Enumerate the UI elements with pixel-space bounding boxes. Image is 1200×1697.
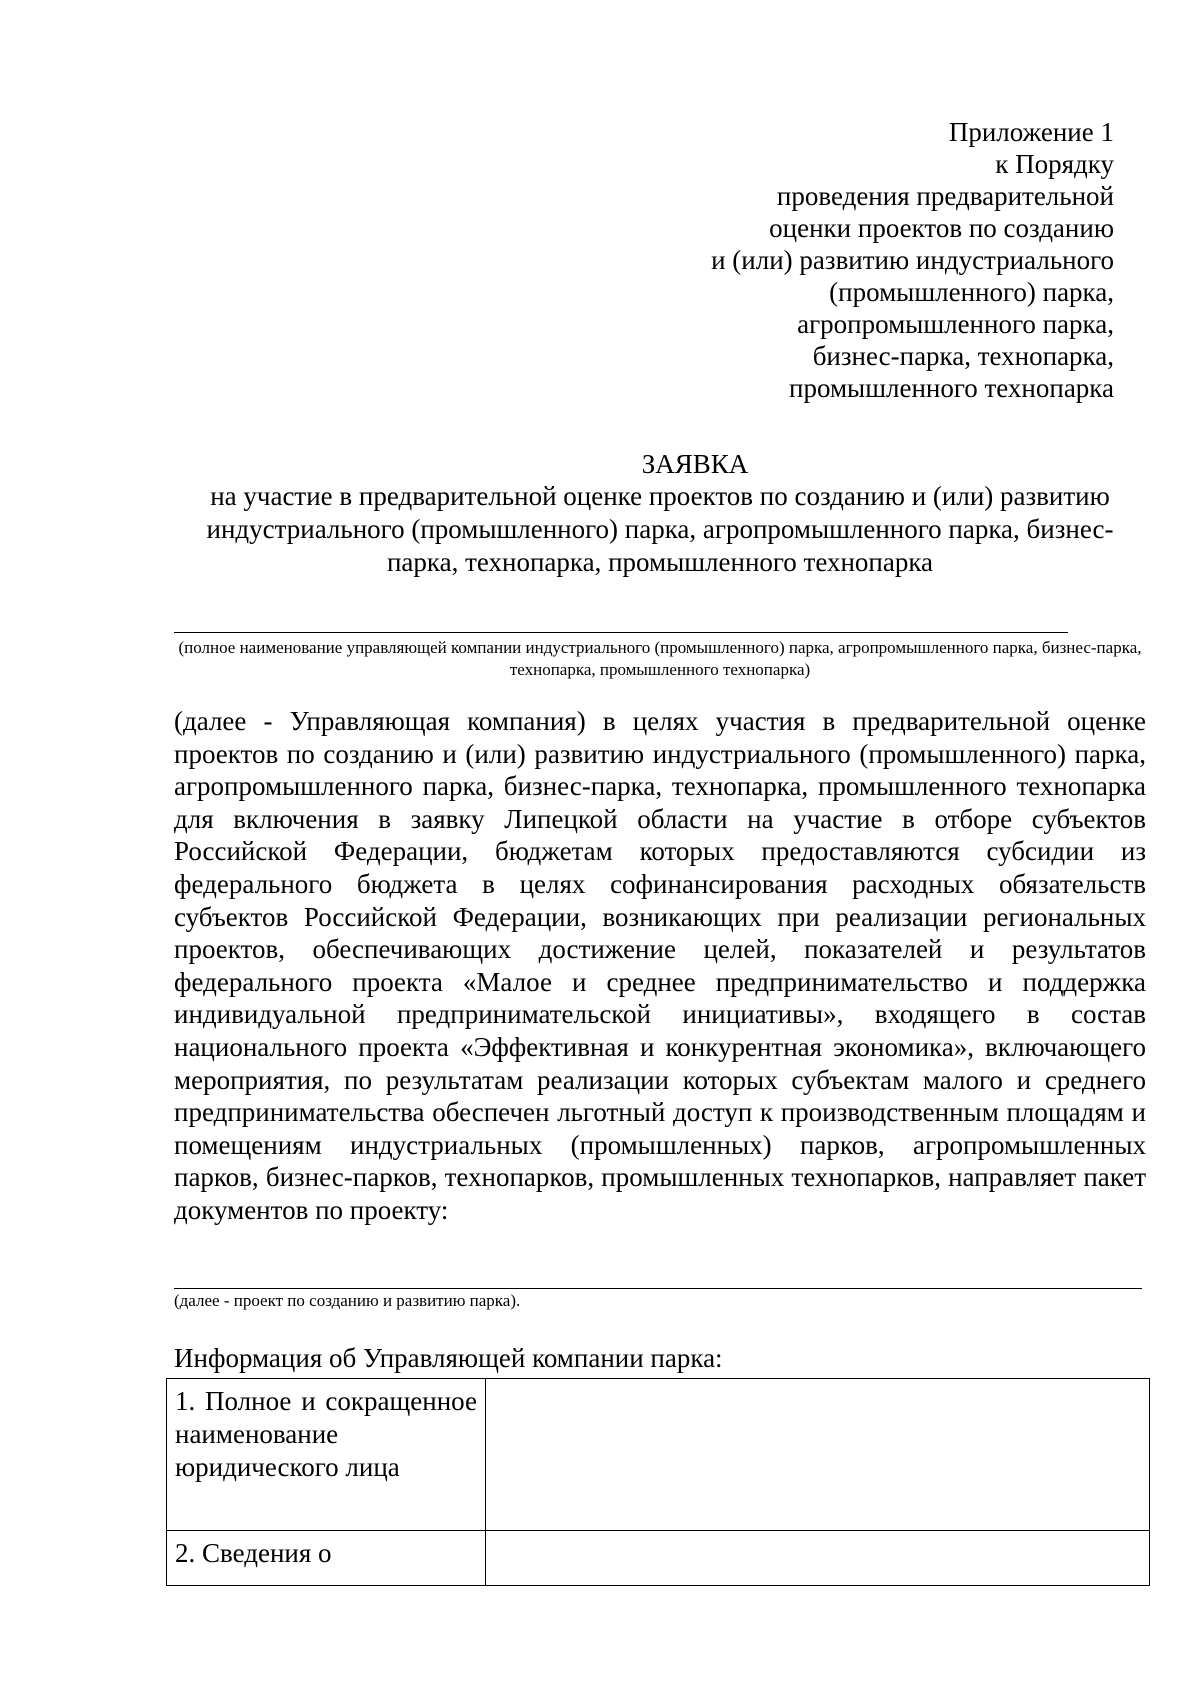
company-info-table xyxy=(166,1378,1150,1586)
appendix-line: оценки проектов по созданию xyxy=(769,213,1114,243)
appendix-line: к Порядку xyxy=(995,149,1114,179)
appendix-line: агропромышленного парка, xyxy=(797,309,1114,339)
row-label: 2. Сведения о xyxy=(167,1531,486,1586)
table-row xyxy=(167,1531,1150,1586)
table-row xyxy=(167,1379,1150,1531)
project-name-hint: (далее - проект по созданию и развитию парка). xyxy=(174,1291,521,1310)
company-name-line xyxy=(174,632,1068,633)
document-subtitle: на участие в предварительной оценке проектов по созданию и (или) развитию индустриального (промышленного) парка, агропромышленного парка, бизнес-парка, технопарка, промышленного технопарка xyxy=(206,481,1114,577)
appendix-line: проведения предварительной xyxy=(776,181,1114,211)
appendix-block xyxy=(711,116,1114,404)
row-label: 1. Полное и сокращенное наименование юридического лица xyxy=(167,1379,486,1531)
row-value[interactable] xyxy=(486,1531,1150,1586)
project-name-line xyxy=(174,1288,1142,1289)
body-paragraph: (далее - Управляющая компания) в целях участия в предварительной оценке проектов по созданию и (или) развитию индустриального (промышленного) парка, агропромышленного парка, бизнес-парка, технопарка, промышленного технопарка для включения в заявку Липецкой области на участие в отборе субъектов Российской Федерации, бюджетам которых предоставляются субсидии из федерального бюджета в целях софинансирования расходных обязательств субъектов Российской Федерации, возникающих при реализации региональных проектов, обеспечивающих достижение целей, показателей и результатов федерального проекта «Малое и среднее предпринимательство и поддержка индивидуальной предпринимательской инициативы», входящего в состав национального проекта «Эффективная и конкурентная экономика», включающего мероприятия, по результатам реализации которых субъектам малого и среднего предпринимательства обеспечен льготный доступ к производственным площадям и помещениям индустриальных (промышленных) парков, агропромышленных парков, бизнес-парков, технопарков, промышленных технопарков, направляет пакет документов по проекту: xyxy=(174,706,1146,1225)
document-title: ЗАЯВКА xyxy=(641,449,749,479)
company-name-hint: (полное наименование управляющей компании индустриального (промышленного) парка, агропромышленного парка, бизнес-парка, технопарка, промышленного технопарка) xyxy=(178,638,1142,679)
appendix-line: бизнес-парка, технопарка, xyxy=(812,341,1114,371)
info-heading: Информация об Управляющей компании парка: xyxy=(174,1343,723,1373)
appendix-line: и (или) развитию индустриального xyxy=(711,245,1114,275)
row-value[interactable] xyxy=(486,1379,1150,1531)
appendix-line: промышленного технопарка xyxy=(789,373,1114,403)
appendix-line: Приложение 1 xyxy=(948,117,1114,147)
appendix-line: (промышленного) парка, xyxy=(829,277,1114,307)
